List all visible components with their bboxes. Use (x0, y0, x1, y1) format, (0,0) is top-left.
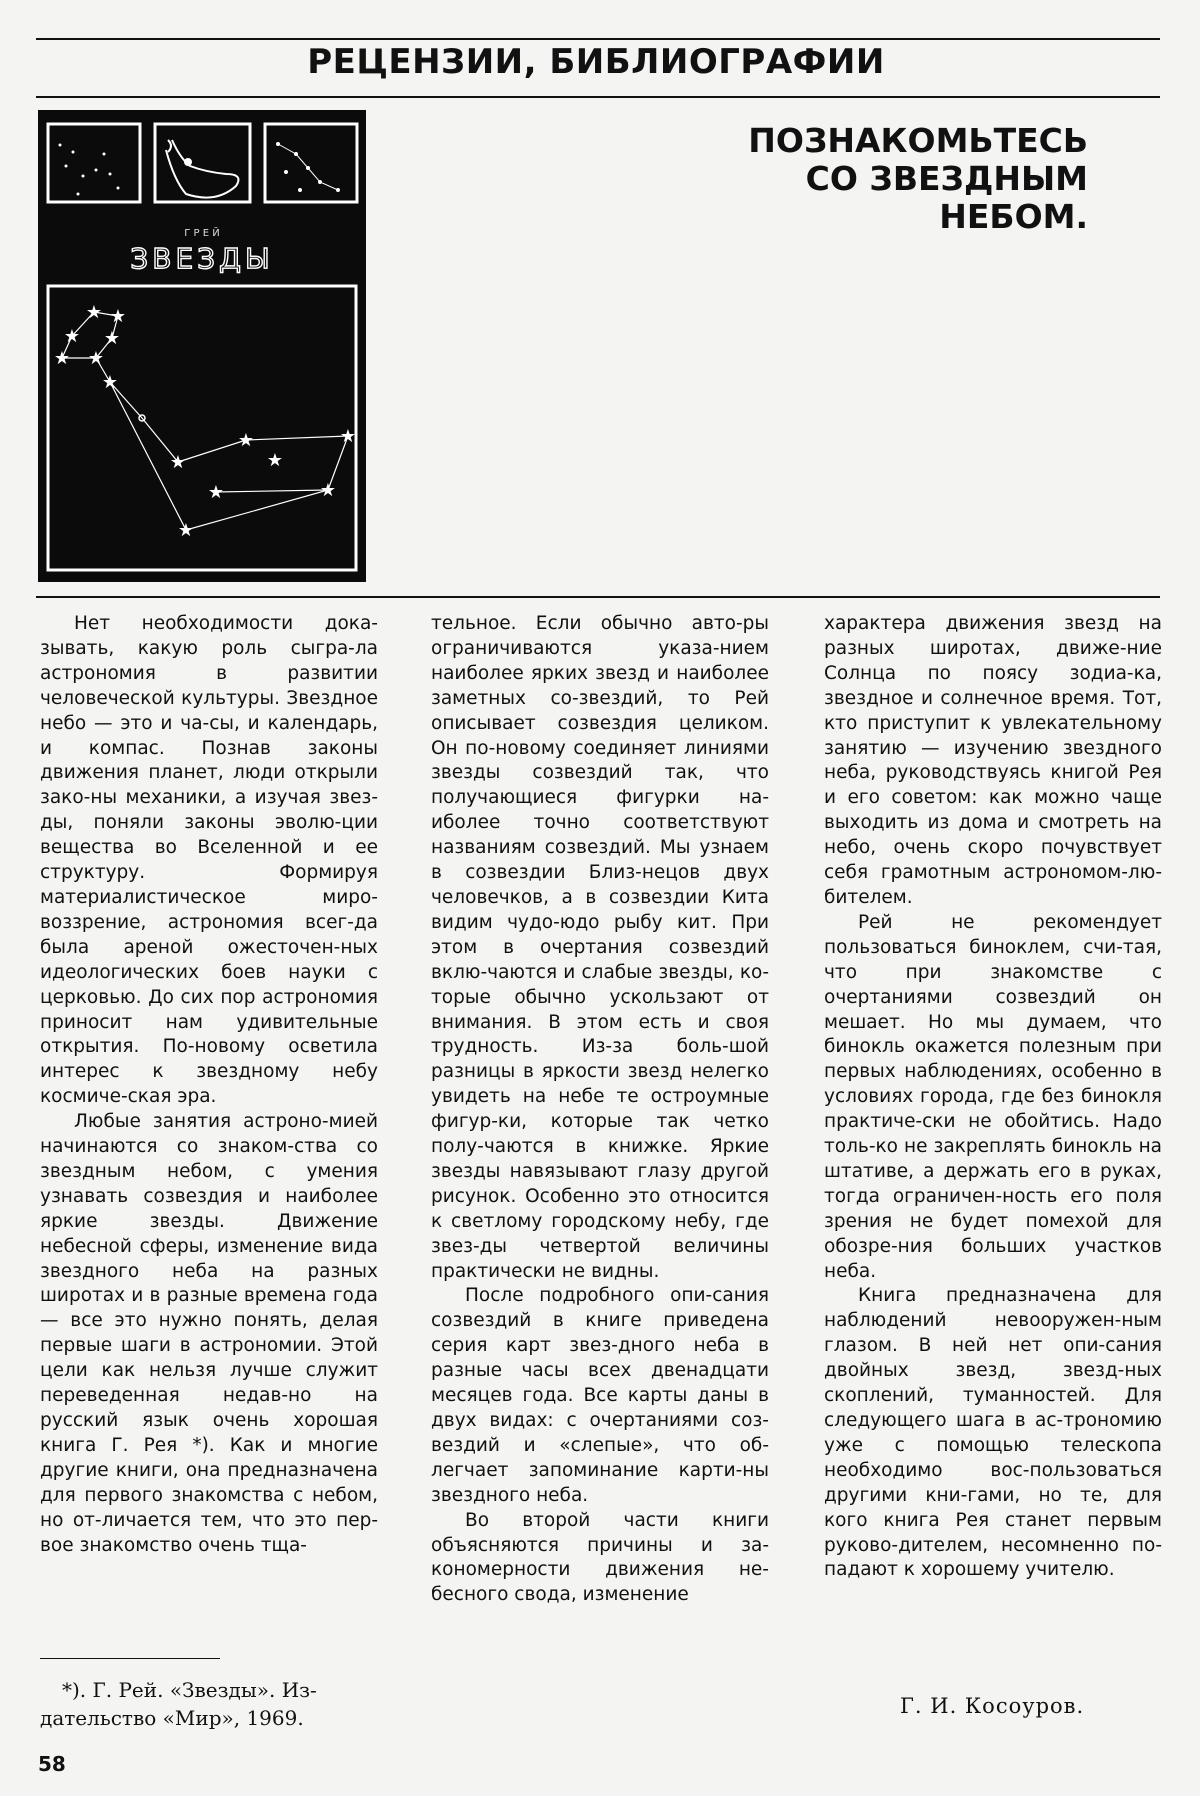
footnote (40, 1676, 380, 1732)
svg-text:★: ★ (339, 426, 357, 447)
paragraph: Нет необходимости дока-зывать, какую роль сыгра-ла астрономия в развитии человеческой культуры. Звездное небо — это и ча-сы, и календарь, и компас. Познав законы движения планет, люди открыли зако-ны механики, а изучая звез-ды, поняли законы эволю-ции вещества во Вселенной и ее структуру. Формируя материалистическое миро-воззрение, астрономия всег-да была ареной ожесточен-ных идеологических боев науки с церковью. До сих пор астрономия приносит нам удивительные открытия. По-новому осветила интерес к звездному небу космиче-ская эра. (40, 613, 378, 1108)
svg-text:★: ★ (87, 348, 105, 369)
section-rule (36, 96, 1160, 98)
cover-constellation-panel (48, 286, 356, 570)
text-column-3 (824, 612, 1162, 1583)
svg-text:★: ★ (103, 328, 121, 349)
paragraph: Книга предназначена для наблюдений невооружен-ным глазом. В ней нет опи-сания двойных звезд, звезд-ных скоплений, туманностей. Для следующего шага в ас-трономию уже с помощью телескопа необходимо вос-пользоваться другими кни-гами, но те, для кого книга Рея станет первым руково-дителем, несомненно по-падают к хорошему учителю. (824, 1285, 1162, 1581)
svg-text:★: ★ (177, 520, 195, 541)
constellation-stars-icon (54, 302, 356, 541)
page-number: 58 (38, 1752, 66, 1776)
cover-panel-left (48, 124, 140, 202)
article-title-line: СО ЗВЕЗДНЫМ (805, 159, 1088, 198)
footnote-line: дательство «Мир», 1969. (40, 1706, 304, 1730)
right-panel-stars-icon (277, 143, 340, 192)
article-title-line: НЕБОМ. (939, 197, 1088, 236)
svg-text:★: ★ (85, 302, 103, 323)
cover-author: Г Р Е Й (184, 228, 220, 239)
top-rule (36, 38, 1160, 40)
footnote-line: *). Г. Рей. «Звезды». Из- (62, 1678, 317, 1702)
svg-text:★: ★ (109, 306, 127, 327)
book-cover-image (38, 110, 366, 582)
svg-text:★: ★ (101, 372, 119, 393)
paragraph: Рей не рекомендует пользоваться биноклем, счи-тая, что при знакомстве с очертаниями созвездий он мешает. Но мы думаем, что бинокль окажется полезным при первых наблюдениях, особенно в условиях города, где без бинокля практиче-ски не обойтись. Надо толь-ко не закреплять бинокль на штативе, а держать его в руках, тогда ограничен-ность его поля зрения не будет помехой для обозре-ния больших участков неба. (824, 911, 1162, 1282)
svg-text:★: ★ (169, 452, 187, 473)
book-cover-illustration (38, 110, 366, 582)
svg-text:★: ★ (53, 348, 71, 369)
body-rule (36, 596, 1160, 598)
footnote-rule (40, 1658, 220, 1659)
paragraph: После подробного опи-сания созвездий в книге приведена серия карт звез-дного неба в разные часы всех двенадцати месяцев года. Все карты даны в двух видах: с очертаниями соз-вездий и «слепые», что об-легчает запоминание карти-ны звездного неба. (431, 1285, 769, 1506)
svg-text:★: ★ (63, 326, 81, 347)
left-panel-stars-icon (59, 144, 120, 196)
section-title: РЕЦЕНЗИИ, БИБЛИОГРАФИИ (307, 42, 885, 82)
paragraph: характера движения звезд на разных широтах, движе-ние Солнца по поясу зодиа-ка, звездное и солнечное время. Тот, кто приступит к увлекательному занятию — изучению звездного неба, руководствуясь книгой Рея и его советом: как можно чаще выходить из дома и смотреть на небо, очень скоро почувствует себя грамотным астрономом-лю-бителем. (824, 613, 1162, 908)
cover-panel-right (265, 124, 357, 202)
svg-text:★: ★ (266, 450, 284, 471)
paragraph: Во второй части книги объясняются причины и за-кономерности движения не-бесного свода, изменение (431, 1509, 769, 1606)
svg-text:★: ★ (319, 480, 337, 501)
whale-icon (166, 140, 238, 198)
svg-text:★: ★ (237, 430, 255, 451)
svg-text:★: ★ (207, 482, 225, 503)
author-signature: Г. И. Косоуров. (900, 1694, 1085, 1718)
article-title (568, 122, 1088, 236)
paragraph: Любые занятия астроно-мией начинаются со знаком-ства со звездным небом, с умения узнавать созвездия и наиболее яркие звезды. Движение небесной сферы, изменение вида звездного неба на разных широтах и в разные времена года — все это нужно понять, делая первые шаги в астрономии. Этой цели как нельзя лучше служит переведенная недав-но на русский язык очень хорошая книга Г. Рея *). Как и многие другие книги, она предназначена для первого знакомства с небом, но от-личается тем, что это пер-вое знакомство очень тща- (40, 1111, 378, 1556)
article-title-line: ПОЗНАКОМЬТЕСЬ (748, 121, 1088, 160)
text-column-2 (431, 612, 769, 1608)
text-column-1 (40, 612, 378, 1558)
paragraph: тельное. Если обычно авто-ры ограничиваются указа-нием наиболее ярких звезд и наиболее заметных со-звездий, то Рей описывает созвездия целиком. Он по-новому соединяет линиями звезды созвездий так, что получающиеся фигурки на-иболее точно соответствуют названиям созвездий. Мы узнаем в созвездии Близ-нецов двух человечков, а в созвездии Кита видим чудо-юдо рыбу кит. При этом в очертания созвездий вклю-чаются и слабые звезды, ко-торые обычно ускользают от внимания. В этом есть и своя трудность. Из-за боль-шой разницы в яркости звезд нелегко увидеть на небе те остроумные фигур-ки, которые так четко полу-чаются в книжке. Яркие звезды навязывают глазу другой рисунок. Особенно это относится к светлому городскому небу, где звез-ды четвертой величины практически не видны. (431, 613, 769, 1282)
cover-title: ЗВЕЗДЫ (130, 242, 274, 275)
